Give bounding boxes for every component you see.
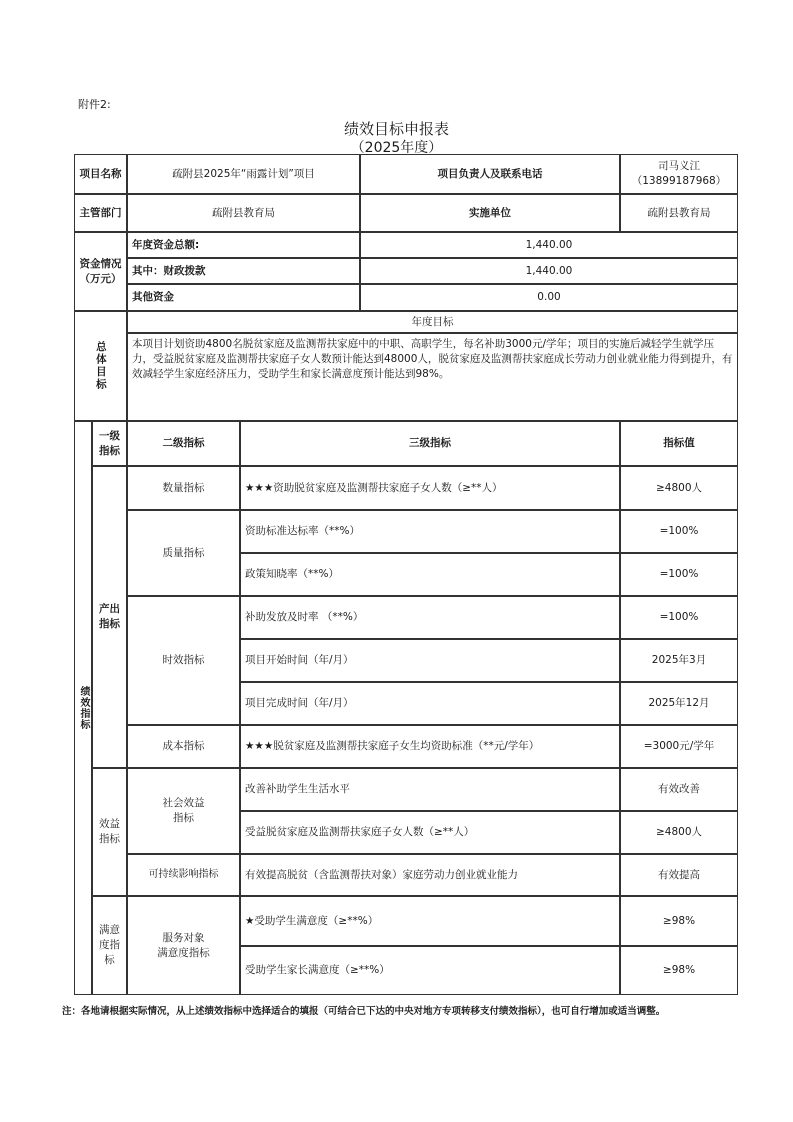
funds-label: 资金情况 （万元） xyxy=(74,232,127,311)
footnote: 注：各地请根据实际情况，从上述绩效指标中选择适合的填报（可结合已下达的中央对地方专项转移支付绩效指标），也可自行增加或适当调整。 xyxy=(62,1006,666,1017)
satisfaction-item-1: ★受助学生满意度（≥**%） xyxy=(240,896,620,946)
social-value-2: ≥4800人 xyxy=(620,811,738,854)
satisfaction-item-2: 受助学生家长满意度（≥**%） xyxy=(240,946,620,995)
timeliness-item-3: 项目完成时间（年/月） xyxy=(240,682,620,725)
goal-text: 本项目计划资助4800名脱贫家庭及监测帮扶家庭中的中职、高职学生，每名补助3000元/学年；项目的实施后减轻学生就学压力，受益脱贫家庭及监测帮扶家庭子女人数预计能达到48000人，脱贫家庭及监测帮扶家庭成长劳动力创业就业能力得到提升，有效减轻学生家庭经济压力，受助学生和家长满意度预计能达到98%。 xyxy=(127,333,738,421)
page-title: 绩效目标申报表 xyxy=(343,120,449,138)
col-level1: 一级指标 xyxy=(92,421,127,466)
funds-other-label: 其他资金 xyxy=(127,284,360,311)
cost-value: =3000元/学年 xyxy=(620,725,738,768)
project-name-value: 疏附县2025年“雨露计划”项目 xyxy=(127,154,360,194)
quality-value-2: =100% xyxy=(620,553,738,596)
satisfaction-sub-label: 服务对象 满意度指标 xyxy=(127,896,240,995)
funds-total-value: 1,440.00 xyxy=(360,232,738,258)
indicators-label: 绩效指标 xyxy=(74,421,92,995)
social-label: 社会效益 指标 xyxy=(127,768,240,854)
cost-item: ★★★脱贫家庭及监测帮扶家庭子女生均资助标准（**元/学年） xyxy=(240,725,620,768)
quantity-item: ★★★资助脱贫家庭及监测帮扶家庭子女人数（≥**人） xyxy=(240,466,620,510)
quality-item-1: 资助标准达标率（**%） xyxy=(240,510,620,553)
timeliness-value-1: =100% xyxy=(620,596,738,639)
attachment-label: 附件2: xyxy=(78,98,111,111)
col-value: 指标值 xyxy=(620,421,738,466)
sustain-label: 可持续影响指标 xyxy=(127,854,240,896)
goal-label: 总体目标 xyxy=(74,311,127,421)
timeliness-value-3: 2025年12月 xyxy=(620,682,738,725)
page-year: （2025年度） xyxy=(350,140,443,156)
contact-label: 项目负责人及联系电话 xyxy=(360,154,620,194)
sustain-value: 有效提高 xyxy=(620,854,738,896)
social-value-1: 有效改善 xyxy=(620,768,738,811)
dept-value: 疏附县教育局 xyxy=(127,194,360,232)
output-label: 产出指标 xyxy=(92,466,127,768)
impl-value: 疏附县教育局 xyxy=(620,194,738,232)
funds-fiscal-value: 1,440.00 xyxy=(360,258,738,284)
funds-total-label: 年度资金总额: xyxy=(127,232,360,258)
col-level3: 三级指标 xyxy=(240,421,620,466)
contact-value: 司马义江 （13899187968） xyxy=(620,154,738,194)
quality-label: 质量指标 xyxy=(127,510,240,596)
timeliness-item-1: 补助发放及时率 （**%） xyxy=(240,596,620,639)
benefit-label: 效益指标 xyxy=(92,768,127,896)
timeliness-label: 时效指标 xyxy=(127,596,240,725)
timeliness-value-2: 2025年3月 xyxy=(620,639,738,682)
project-name-label: 项目名称 xyxy=(74,154,127,194)
dept-label: 主管部门 xyxy=(74,194,127,232)
satisfaction-label: 满意度指标 xyxy=(92,896,127,995)
quantity-label: 数量指标 xyxy=(127,466,240,510)
quality-item-2: 政策知晓率（**%） xyxy=(240,553,620,596)
satisfaction-value-2: ≥98% xyxy=(620,946,738,995)
funds-fiscal-label: 其中：财政拨款 xyxy=(127,258,360,284)
quantity-value: ≥4800人 xyxy=(620,466,738,510)
timeliness-item-2: 项目开始时间（年/月） xyxy=(240,639,620,682)
social-item-2: 受益脱贫家庭及监测帮扶家庭子女人数（≥**人） xyxy=(240,811,620,854)
goal-header: 年度目标 xyxy=(127,311,738,333)
quality-value-1: =100% xyxy=(620,510,738,553)
impl-label: 实施单位 xyxy=(360,194,620,232)
funds-other-value: 0.00 xyxy=(360,284,738,311)
col-level2: 二级指标 xyxy=(127,421,240,466)
sustain-item: 有效提高脱贫（含监测帮扶对象）家庭劳动力创业就业能力 xyxy=(240,854,620,896)
cost-label: 成本指标 xyxy=(127,725,240,768)
satisfaction-value-1: ≥98% xyxy=(620,896,738,946)
social-item-1: 改善补助学生生活水平 xyxy=(240,768,620,811)
